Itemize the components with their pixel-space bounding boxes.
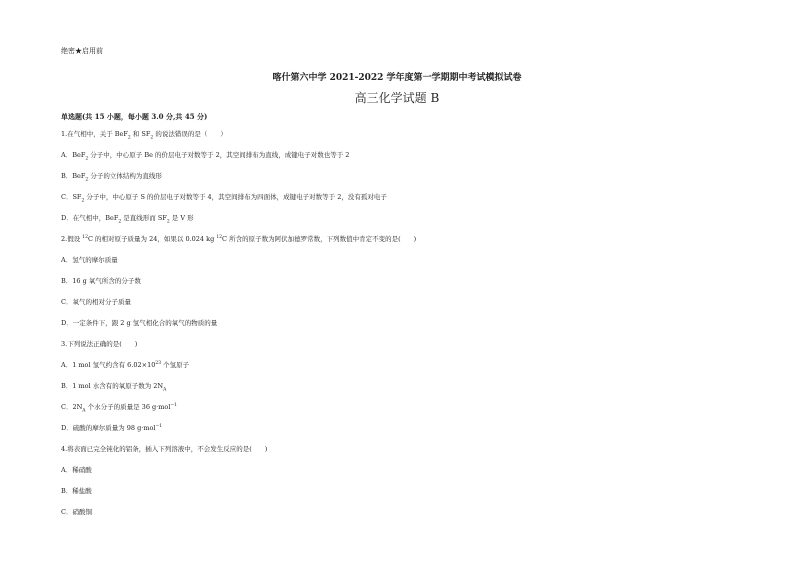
question-3-option-a: A．1 mol 氢气约含有 $6.02\times 10^{23}$ 个氢原子 [61,360,190,369]
question-1-option-b: B．BeF$_2$ 分子的立体结构为直线形 [61,172,162,183]
section-heading: 单选题(共 15 小题，每小题 3.0 分,共 45 分) [61,112,208,121]
question-4-option-a: A．稀硝酸 [61,466,92,474]
question-1-option-d: D．在气相中，BeF$_2$ 是直线形而 $SF_2$ 是 V 形 [61,214,194,225]
question-4-stem: 4.将表面已完全钝化的铝条，插入下列溶液中，不会发生反应的是( ) [61,445,268,453]
question-3-option-d: D．硫酸的摩尔质量为 98 g·mol$^{-1}$ [61,423,163,432]
question-1-option-a: A．BeF$_2$ 分子中，中心原子 Be 的价层电子对数等于 2，其空间排布为直线，成键电子对数也等于 2 [61,151,350,162]
question-3-option-c: C．$2N_A$ 个水分子的质量是 36 g·mol$^{-1}$ [61,402,178,414]
question-1-option-c: C．$SF_2$ 分子中，中心原子 S 的价层电子对数等于 4，其空间排布为四面体，成键电子对数等于 2，没有孤对电子 [61,193,387,204]
question-3-stem: 3.下列说法正确的是( ) [61,340,138,348]
question-3-option-b: B．1 mol 水含有的氧原子数为 $2N_A$ [61,382,167,393]
question-4-option-c: C．硝酸铜 [61,508,92,516]
exam-subtitle: 高三化学试题 B [354,91,440,105]
exam-title: 喀什第六中学 2021-2022 学年度第一学期期中考试模拟试卷 [272,73,522,83]
question-2-option-a: A．氢气的摩尔质量 [61,256,118,264]
secret-label: 绝密★启用前 [61,47,103,55]
question-1-stem: 1.在气相中，关于 BeF$_2$ 和 $SF_2$ 的说法错误的是（ ） [61,130,227,141]
question-2-stem: 2.假设 $^{12}$C 的相对原子质量为 24，如果以 0.024 kg $^{12}$C 所含的原子数为阿伏加德罗常数，下列数值中肯定不变的是( ) [61,234,417,243]
question-2-option-d: D．一定条件下，跟 2 g 氢气相化合的氧气的物质的量 [61,319,218,327]
question-4-option-b: B．稀盐酸 [61,487,92,495]
question-2-option-c: C．氧气的相对分子质量 [61,298,131,306]
question-2-option-b: B．16 g 氧气所含的分子数 [61,277,141,285]
